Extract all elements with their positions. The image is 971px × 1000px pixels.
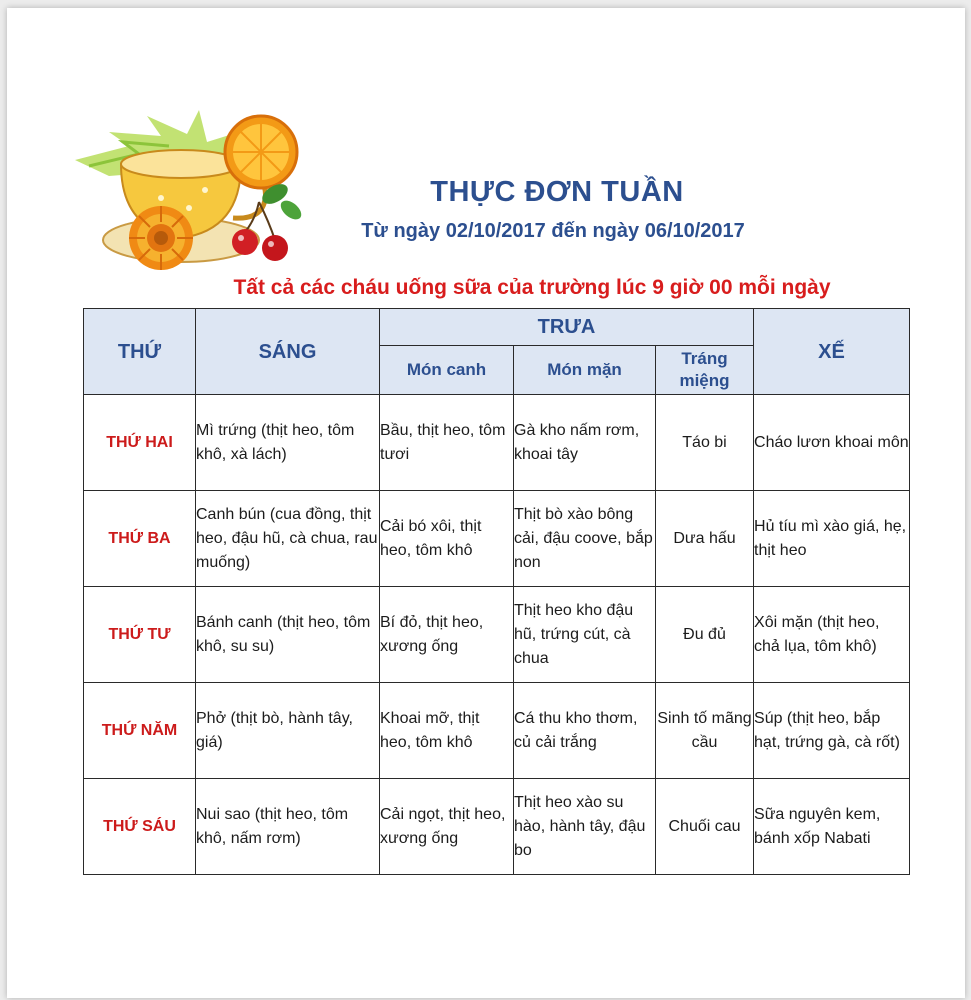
dessert-cell: Sinh tố mãng cầu <box>656 683 754 779</box>
document-page <box>7 8 965 998</box>
table-row <box>84 779 910 875</box>
page-title: THỰC ĐƠN TUẦN <box>430 176 684 208</box>
dessert-cell: Chuối cau <box>656 779 754 875</box>
main-dish-cell: Gà kho nấm rơm, khoai tây <box>514 395 656 491</box>
afternoon-cell: Xôi mặn (thịt heo, chả lụa, tôm khô) <box>754 587 910 683</box>
header-row <box>84 309 910 346</box>
main-dish-cell: Thịt bò xào bông cải, đậu coove, bắp non <box>514 491 656 587</box>
subheader-trang-mieng: Tráng miệng <box>656 346 754 395</box>
day-label: THỨ HAI <box>84 395 196 491</box>
teacup-illustration <box>69 102 309 284</box>
soup-cell: Cải ngọt, thịt heo, xương ống <box>380 779 514 875</box>
main-dish-cell: Cá thu kho thơm, củ cải trắng <box>514 683 656 779</box>
dessert-cell: Đu đủ <box>656 587 754 683</box>
main-dish-cell: Thịt heo kho đậu hũ, trứng cút, cà chua <box>514 587 656 683</box>
soup-cell: Bầu, thịt heo, tôm tươi <box>380 395 514 491</box>
table-row <box>84 395 910 491</box>
col-header-sang: SÁNG <box>196 309 380 395</box>
table-row <box>84 491 910 587</box>
table-row <box>84 683 910 779</box>
breakfast-cell: Nui sao (thịt heo, tôm khô, nấm rơm) <box>196 779 380 875</box>
day-label: THỨ NĂM <box>84 683 196 779</box>
breakfast-cell: Canh bún (cua đồng, thịt heo, đậu hũ, cà chua, rau muống) <box>196 491 380 587</box>
breakfast-cell: Mì trứng (thịt heo, tôm khô, xà lách) <box>196 395 380 491</box>
soup-cell: Cải bó xôi, thịt heo, tôm khô <box>380 491 514 587</box>
day-label: THỨ SÁU <box>84 779 196 875</box>
day-label: THỨ BA <box>84 491 196 587</box>
milk-notice: Tất cả các cháu uống sữa của trường lúc 9 giờ 00 mỗi ngày <box>233 276 831 299</box>
afternoon-cell: Sữa nguyên kem, bánh xốp Nabati <box>754 779 910 875</box>
dessert-cell: Táo bi <box>656 395 754 491</box>
main-dish-cell: Thịt heo xào su hào, hành tây, đậu bo <box>514 779 656 875</box>
table-row <box>84 587 910 683</box>
date-range: Từ ngày 02/10/2017 đến ngày 06/10/2017 <box>361 220 745 242</box>
afternoon-cell: Hủ tíu mì xào giá, hẹ, thịt heo <box>754 491 910 587</box>
afternoon-cell: Súp (thịt heo, bắp hạt, trứng gà, cà rốt) <box>754 683 910 779</box>
col-header-thu: THỨ <box>84 309 196 395</box>
weekly-menu-table <box>83 308 910 875</box>
breakfast-cell: Bánh canh (thịt heo, tôm khô, su su) <box>196 587 380 683</box>
col-header-xe: XẾ <box>754 309 910 395</box>
dessert-cell: Dưa hấu <box>656 491 754 587</box>
subheader-mon-canh: Món canh <box>380 346 514 395</box>
soup-cell: Khoai mỡ, thịt heo, tôm khô <box>380 683 514 779</box>
breakfast-cell: Phở (thịt bò, hành tây, giá) <box>196 683 380 779</box>
subheader-mon-man: Món mặn <box>514 346 656 395</box>
col-header-trua: TRƯA <box>380 309 754 346</box>
soup-cell: Bí đỏ, thịt heo, xương ống <box>380 587 514 683</box>
day-label: THỨ TƯ <box>84 587 196 683</box>
afternoon-cell: Cháo lươn khoai môn <box>754 395 910 491</box>
